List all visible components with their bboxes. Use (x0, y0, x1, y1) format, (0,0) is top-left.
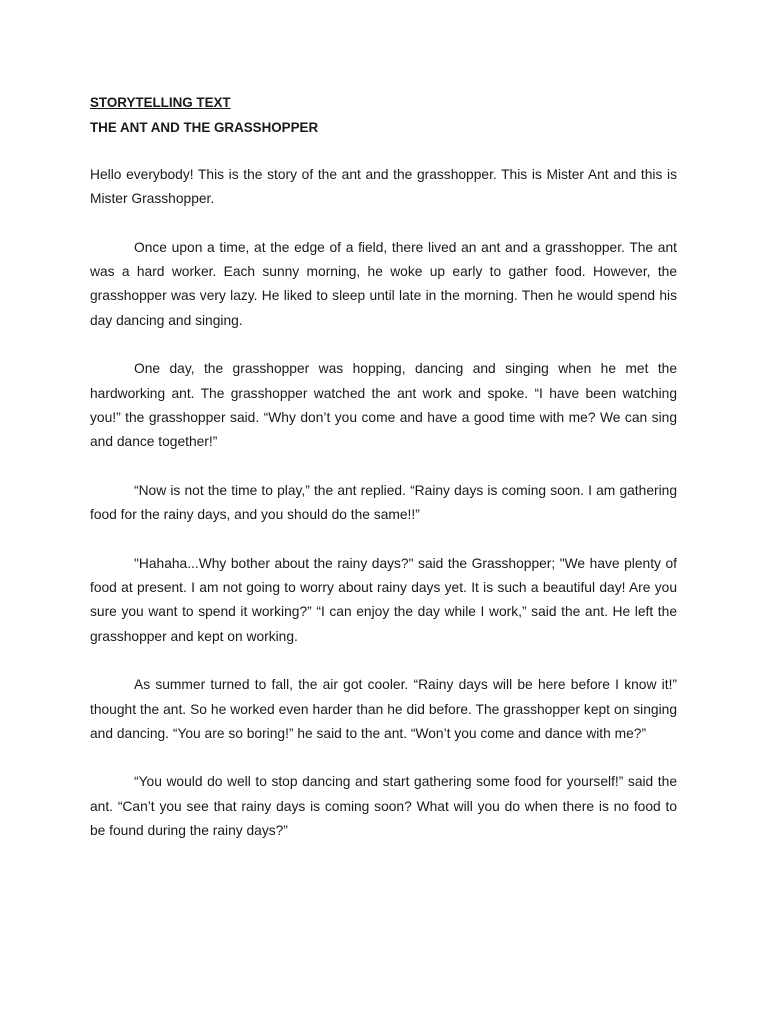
story-paragraph: “Now is not the time to play,” the ant replied. “Rainy days is coming soon. I am gathering food for the rainy days, and you should do the same!!” (90, 482, 677, 523)
intro-paragraph: Hello everybody! This is the story of the ant and the grasshopper. This is Mister Ant and this is Mister Grasshopper. (90, 167, 677, 207)
story-paragraph: "Hahaha...Why bother about the rainy days?" said the Grasshopper; "We have plenty of food at present. I am not going to worry about rainy days yet. It is such a beautiful day! Are you sure you want to spend it working?” “I can enjoy the day while I work,” said the ant. He left the grasshopper and kept on working. (90, 555, 677, 644)
story-paragraph: “You would do well to stop dancing and start gathering some food for yourself!” said the ant. “Can’t you see that rainy days is coming soon? What will you do when there is no food to be found during the rainy days?” (90, 774, 677, 839)
story-paragraph: Once upon a time, at the edge of a field, there lived an ant and a grasshopper. The ant was a hard worker. Each sunny morning, he woke up early to gather food. However, the grasshopper was very lazy. He liked to sleep until late in the morning. Then he would spend his day dancing and singing. (90, 239, 677, 328)
story-paragraph: As summer turned to fall, the air got cooler. “Rainy days will be here before I know it!” thought the ant. So he worked even harder than he did before. The grasshopper kept on singing and dancing. “You are so boring!” he said to the ant. “Won’t you come and dance with me?” (90, 677, 677, 741)
document-body (90, 90, 677, 843)
document-label: STORYTELLING TEXT (90, 95, 231, 110)
story-paragraph: One day, the grasshopper was hopping, dancing and singing when he met the hardworking ant. The grasshopper watched the ant work and spoke. “I have been watching you!” the grasshopper said. “Why don’t you come and have a good time with me? We can sing and dance together!” (90, 361, 677, 450)
story-title: THE ANT AND THE GRASSHOPPER (90, 120, 319, 135)
